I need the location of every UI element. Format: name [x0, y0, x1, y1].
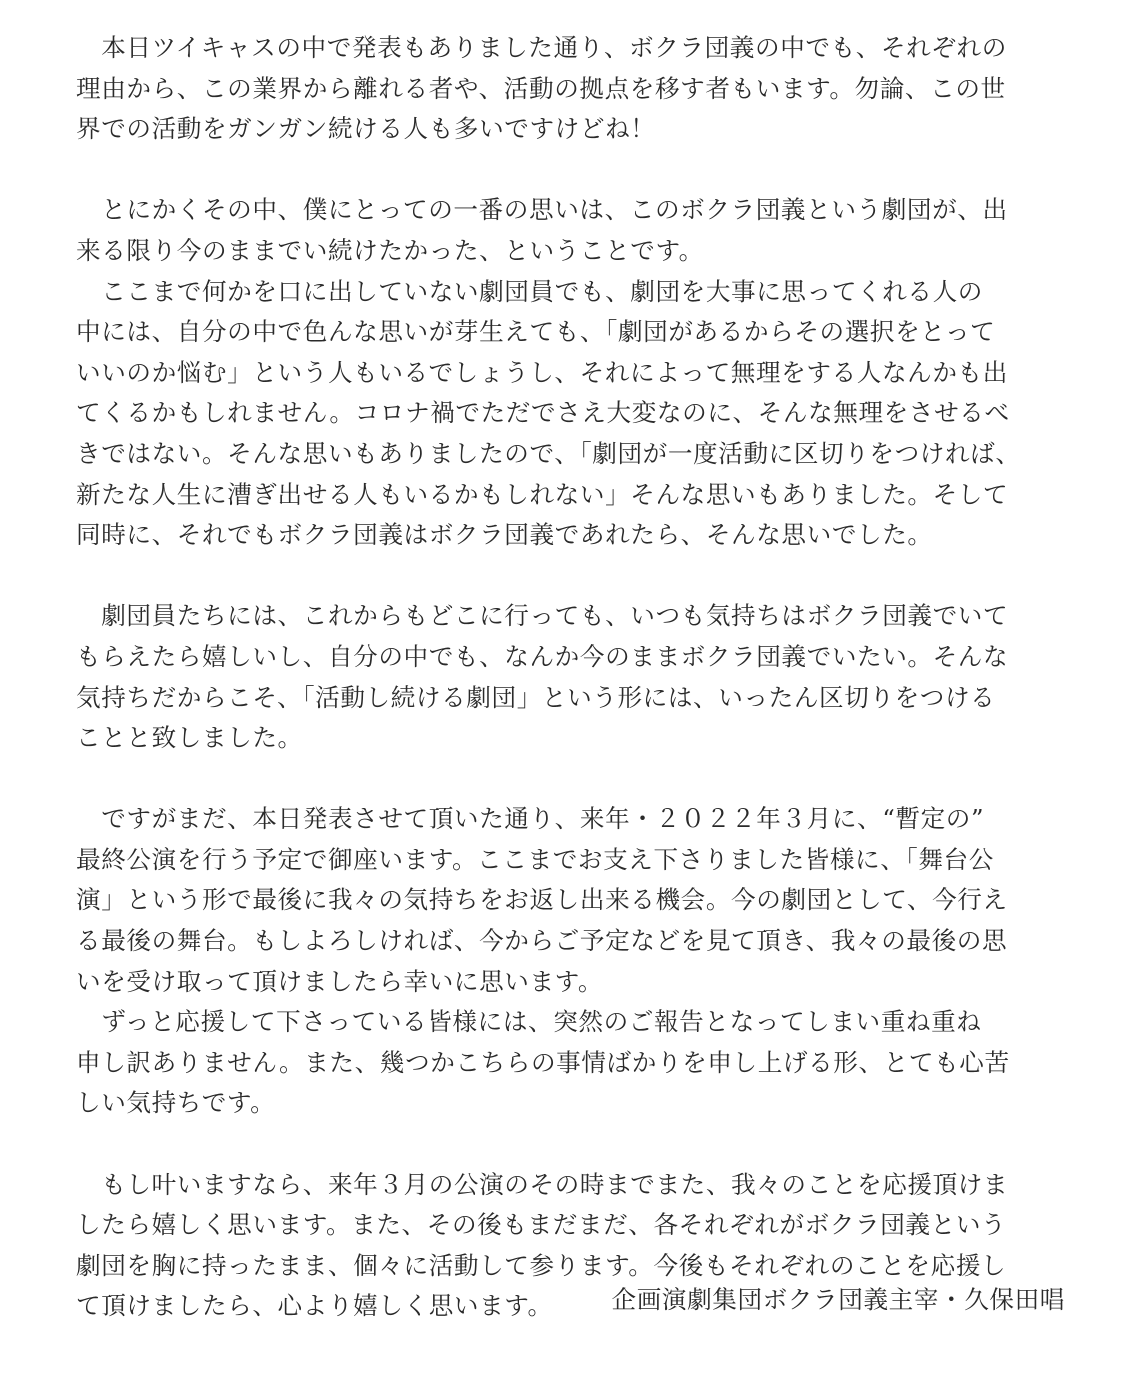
text-line: 来る限り今のままでい続けたかった、ということです。	[76, 235, 704, 265]
text-line: 中には、自分の中で色んな思いが芽生えても、「劇団があるからその選択をとって	[76, 317, 996, 347]
text-line: しい気持ちです。	[76, 1088, 276, 1118]
text-line: 本日ツイキャスの中で発表もありました通り、ボクラ団義の中でも、それぞれの	[76, 33, 1007, 62]
paragraph-gap	[76, 1124, 1068, 1165]
letter-body	[76, 28, 1068, 1327]
paragraph-gap	[76, 556, 1068, 597]
text-line: 劇団員たちには、これからもどこに行っても、いつも気持ちはボクラ団義でいて	[76, 601, 1009, 631]
text-line: る最後の舞台。もしよろしければ、今からご予定などを見て頂き、我々の最後の思	[76, 926, 1008, 956]
text-line: て頂けましたら、心より嬉しく思います。	[76, 1291, 553, 1321]
text-line: 劇団を胸に持ったまま、個々に活動して参ります。今後もそれぞれのことを応援し	[76, 1250, 1007, 1280]
text-line: てくるかもしれません。コロナ禍でただでさえ大変なのに、そんな無理をさせるべ	[76, 398, 1010, 428]
text-line: 界での活動をガンガン続ける人も多いですけどね！	[76, 114, 656, 144]
paragraph-gap	[76, 759, 1068, 800]
text-line: 気持ちだからこそ、「活動し続ける劇団」という形には、いったん区切りをつける	[76, 682, 996, 712]
text-line: 最終公演を行う予定で御座います。ここまでお支え下さりました皆様に、「舞台公	[76, 844, 994, 874]
text-line: いを受け取って頂けましたら幸いに思います。	[76, 966, 604, 996]
text-line: ですがまだ、本日発表させて頂いた通り、来年・２０２２年３月に、“暫定の”	[76, 804, 985, 834]
text-line: もし叶いますなら、来年３月の公演のその時までまた、我々のことを応援頂けま	[76, 1169, 1009, 1199]
paragraph-gap	[76, 150, 1068, 191]
text-line: ことと致しました。	[76, 723, 303, 753]
text-line: 新たな人生に漕ぎ出せる人もいるかもしれない」そんな思いもありました。そして	[76, 479, 1009, 509]
signature: 企画演劇集団ボクラ団義主宰・久保田唱	[611, 1285, 1065, 1314]
text-line: とにかくその中、僕にとっての一番の思いは、このボクラ団義という劇団が、出	[76, 195, 1008, 225]
text-line: ずっと応援して下さっている皆様には、突然のご報告となってしまい重ね重ね	[76, 1007, 982, 1037]
text-line: 同時に、それでもボクラ団義はボクラ団義であれたら、そんな思いでした。	[76, 520, 933, 550]
text-line: ここまで何かを口に出していない劇団員でも、劇団を大事に思ってくれる人の	[76, 276, 983, 306]
text-line: 演」という形で最後に我々の気持ちをお返し出来る機会。今の劇団として、今行え	[76, 885, 1008, 915]
text-line: 申し訳ありません。また、幾つかこちらの事情ばかりを申し上げる形、とても心苦	[76, 1047, 1010, 1077]
text-line: いいのか悩む」という人もいるでしょうし、それによって無理をする人なんかも出	[76, 357, 1008, 387]
text-line: したら嬉しく思います。また、その後もまだまだ、各それぞれがボクラ団義という	[76, 1210, 1007, 1240]
text-line: きではない。そんな思いもありましたので、「劇団が一度活動に区切りをつければ、	[76, 438, 1021, 468]
text-line: 理由から、この業界から離れる者や、活動の拠点を移す者もいます。勿論、この世	[76, 73, 1006, 103]
text-line: もらえたら嬉しいし、自分の中でも、なんか今のままボクラ団義でいたい。そんな	[76, 641, 1009, 671]
